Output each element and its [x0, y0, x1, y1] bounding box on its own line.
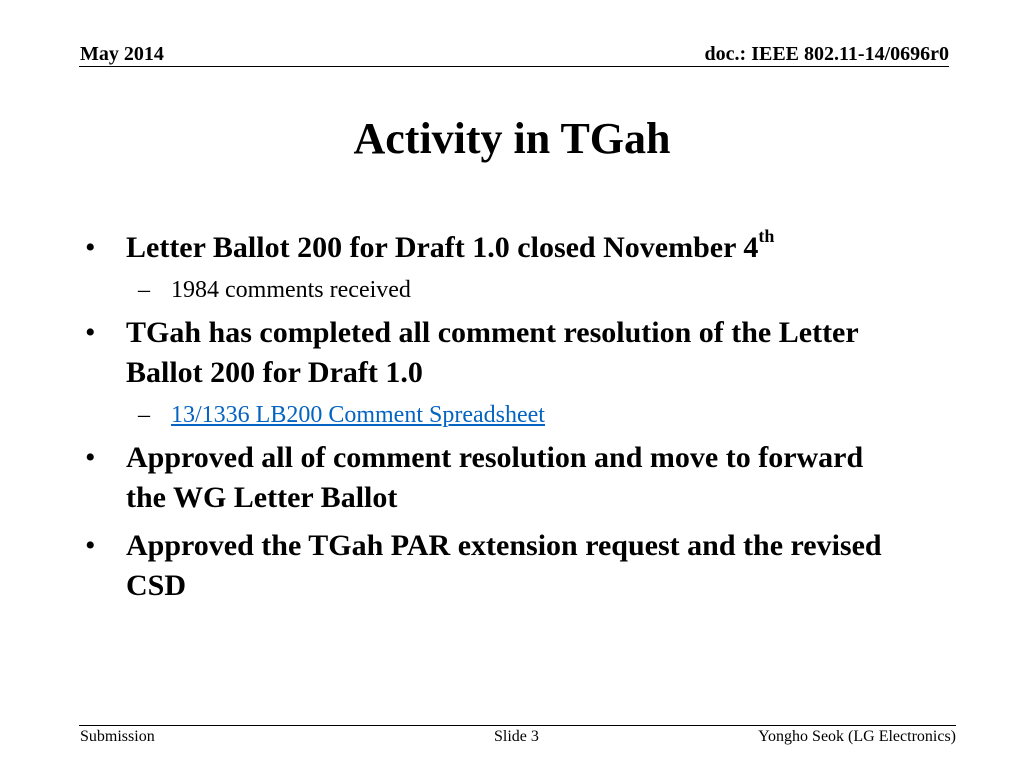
comment-spreadsheet-link[interactable]: 13/1336 LB200 Comment Spreadsheet	[171, 402, 545, 428]
bullet-marker: •	[85, 316, 96, 349]
header-doc-id: doc.: IEEE 802.11-14/0696r0	[704, 43, 949, 65]
sub-bullet-marker: –	[138, 277, 150, 303]
ordinal-superscript: th	[758, 226, 775, 246]
bullet-item-resolution-completed	[85, 313, 905, 393]
bullet-text: TGah has completed all comment resolution of the Letter Ballot 200 for Draft 1.0	[126, 316, 859, 389]
sub-bullet-text: 1984 comments received	[171, 277, 411, 303]
footer-slide-number: Slide 3	[494, 728, 539, 745]
bullet-item-par-extension	[85, 526, 905, 606]
slide-title: Activity in TGah	[353, 114, 671, 163]
header-divider	[79, 66, 949, 67]
bullet-text: Approved all of comment resolution and move to forward the WG Letter Ballot	[126, 441, 864, 514]
header-date: May 2014	[80, 43, 164, 65]
sub-bullet-marker: –	[138, 402, 150, 428]
bullet-marker: •	[85, 441, 96, 474]
bullet-text: Letter Ballot 200 for Draft 1.0 closed November 4	[126, 231, 759, 264]
footer-divider	[79, 725, 956, 726]
footer-author: Yongho Seok (LG Electronics)	[758, 728, 956, 745]
bullet-text: Approved the TGah PAR extension request and the revised CSD	[126, 529, 882, 602]
footer-submission: Submission	[80, 728, 155, 745]
sub-bullet-comments-received	[85, 273, 905, 307]
bullet-item-approved-resolution	[85, 438, 905, 518]
bullet-marker: •	[85, 529, 96, 562]
bullet-list	[85, 228, 905, 614]
sub-bullet-spreadsheet	[85, 398, 905, 432]
bullet-item-ballot-closed	[85, 228, 905, 268]
bullet-marker: •	[85, 231, 96, 264]
